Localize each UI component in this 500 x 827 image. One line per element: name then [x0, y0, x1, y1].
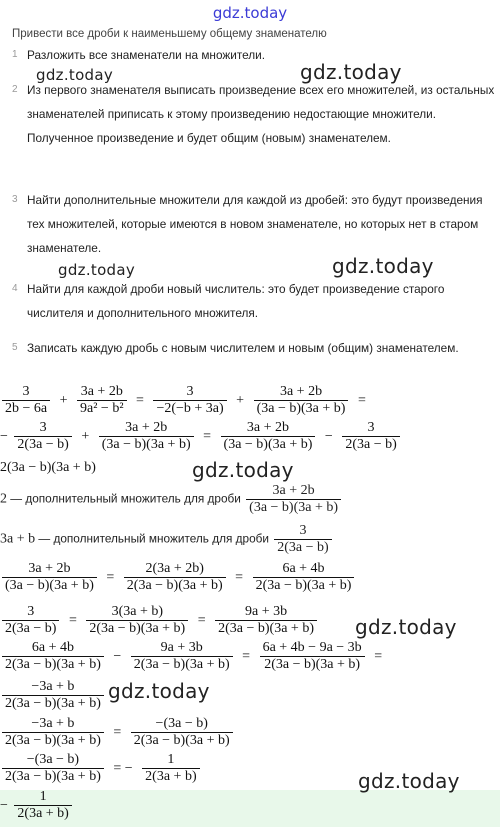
fraction: $\frac{3}{-2(-b + 3a)}$	[153, 384, 226, 417]
step-2	[12, 78, 497, 150]
watermark: gdz.today	[108, 679, 210, 703]
answer-highlight	[0, 790, 500, 827]
fraction: $\frac{3a + 2b}{\text{9a² − b²}}$	[77, 384, 127, 417]
fraction: $\frac{3a + 2b}{(3a - b)(3a + b)}$	[2, 561, 97, 594]
fraction: $\frac{2(3a + 2b)}{2(3a - b)(3a + b)}$	[124, 561, 226, 594]
step-text: Найти для каждой дроби новый числитель: это будет произведение старого числителя и дополнительного множителя.	[27, 282, 445, 320]
fraction: $\frac{3}{2(3a - b)}$	[342, 420, 399, 453]
step-number: 4	[12, 283, 18, 294]
watermark: gdz.today	[355, 615, 457, 639]
fraction: $\frac{9a + 3b}{2(3a - b)(3a + b)}$	[131, 640, 233, 673]
fraction: $\frac{3a + 2b}{(3a - b)(3a + b)}$	[99, 420, 194, 453]
math-line-1: $\frac{3}{2b - 6a}$ + $\frac{3a + 2b}{\text{9a² − b²}}$ = $\frac{3}{-2(-b + 3a)}$ + $\frac{3a + 2b}{(3a - b)(3a + b)}$ =	[0, 384, 370, 417]
math-line-6: $\frac{3a + 2b}{(3a - b)(3a + b)}$ = $\frac{2(3a + 2b)}{2(3a - b)(3a + b)}$ = $\frac{6a + 4b}{2(3a - b)(3a + b)}$	[0, 561, 356, 594]
math-line-3: 2(3a − b)(3a + b)	[0, 460, 96, 475]
watermark-top: gdz.today	[212, 4, 288, 22]
watermark: gdz.today	[358, 769, 460, 793]
fraction: $\frac{3}{2(3a - b)}$	[2, 604, 59, 637]
step-number: 1	[12, 49, 18, 60]
step-text: Разложить все знаменатели на множители.	[27, 48, 266, 62]
fraction: $\frac{3}{2(3a - b)}$	[14, 420, 71, 453]
fraction: $\frac{3(3a + b)}{2(3a - b)(3a + b)}$	[86, 604, 188, 637]
step-number: 2	[12, 84, 18, 95]
step-1	[12, 43, 497, 67]
watermark: gdz.today	[192, 458, 294, 482]
fraction: $\frac{1}{2(3a + b)}$	[14, 789, 71, 822]
math-line-9	[0, 679, 106, 712]
fraction: $\frac{6a + 4b}{2(3a - b)(3a + b)}$	[2, 640, 104, 673]
step-text: Найти дополнительные множители для каждой из дробей: это будут произведения тех множителей, которые имеются в новом знаменателе, но которых нет в старом знаменателе.	[27, 193, 483, 255]
fraction: $\frac{3}{2b - 6a}$	[2, 384, 50, 417]
fraction: $\frac{3a + 2b}{(3a - b)(3a + b)}$	[254, 384, 349, 417]
fraction: $\frac{-(3a - b)}{2(3a - b)(3a + b)}$	[2, 752, 104, 785]
fraction: $\frac{6a + 4b}{2(3a - b)(3a + b)}$	[253, 561, 355, 594]
fraction: $\frac{6a + 4b - 9a - 3b}{2(3a - b)(3a + b)}$	[260, 640, 365, 673]
fraction: $\frac{-(3a - b)}{2(3a - b)(3a + b)}$	[131, 716, 233, 749]
fraction: $\frac{-3a + b}{2(3a - b)(3a + b)}$	[2, 679, 104, 712]
step-number: 3	[12, 194, 18, 205]
fraction: $\frac{3a + 2b}{(3a - b)(3a + b)}$	[246, 483, 341, 516]
step-3	[12, 188, 497, 260]
math-line-11: $\frac{-(3a - b)}{2(3a - b)(3a + b)}$ = − $\frac{1}{2(3a + b)}$	[0, 752, 202, 785]
watermark: gdz.today	[300, 60, 402, 84]
step-5	[12, 336, 497, 360]
step-text: Записать каждую дробь с новым числителем и новым (общим) знаменателем.	[27, 341, 459, 355]
watermark: gdz.today	[332, 254, 434, 278]
math-line-2: − $\frac{3}{2(3a - b)}$ + $\frac{3a + 2b}{(3a - b)(3a + b)}$ = $\frac{3a + 2b}{(3a - b)(3a + b)}$ − $\frac{3}{2(3a - b)}$	[0, 420, 402, 453]
math-line-5: 3a + b — дополнительный множитель для дроби $\frac{3}{2(3a - b)}$	[0, 523, 334, 556]
fraction: $\frac{3}{2(3a - b)}$	[274, 523, 331, 556]
step-4	[12, 277, 497, 325]
math-line-10: $\frac{-3a + b}{2(3a - b)(3a + b)}$ = $\frac{-(3a - b)}{2(3a - b)(3a + b)}$	[0, 716, 235, 749]
step-number: 5	[12, 342, 18, 353]
fraction: $\frac{-3a + b}{2(3a - b)(3a + b)}$	[2, 716, 104, 749]
fraction: $\frac{1}{2(3a + b)}$	[142, 752, 199, 785]
math-line-7: $\frac{3}{2(3a - b)}$ = $\frac{3(3a + b)}{2(3a - b)(3a + b)}$ = $\frac{9a + 3b}{2(3a - b)(3a + b)}$	[0, 604, 319, 637]
step-text: Из первого знаменателя выписать произведение всех его множителей, из остальных знаменателей приписать к этому произведению недостающие множители. Полученное произведение и будет общим (новым) знаменателем.	[27, 83, 495, 145]
math-line-8: $\frac{6a + 4b}{2(3a - b)(3a + b)}$ − $\frac{9a + 3b}{2(3a - b)(3a + b)}$ = $\frac{6a + 4b - 9a - 3b}{2(3a - b)(3a + b)}$ =	[0, 640, 386, 673]
fraction: $\frac{9a + 3b}{2(3a - b)(3a + b)}$	[215, 604, 317, 637]
math-line-4: 2 — дополнительный множитель для дроби $\frac{3a + 2b}{(3a - b)(3a + b)}$	[0, 483, 343, 516]
fraction: $\frac{3a + 2b}{(3a - b)(3a + b)}$	[221, 420, 316, 453]
answer-line: − $\frac{1}{2(3a + b)}$	[0, 789, 74, 822]
cut-header: Привести все дроби к наименьшему общему знаменателю	[12, 28, 327, 40]
watermark: gdz.today	[36, 66, 114, 84]
watermark: gdz.today	[58, 261, 136, 279]
